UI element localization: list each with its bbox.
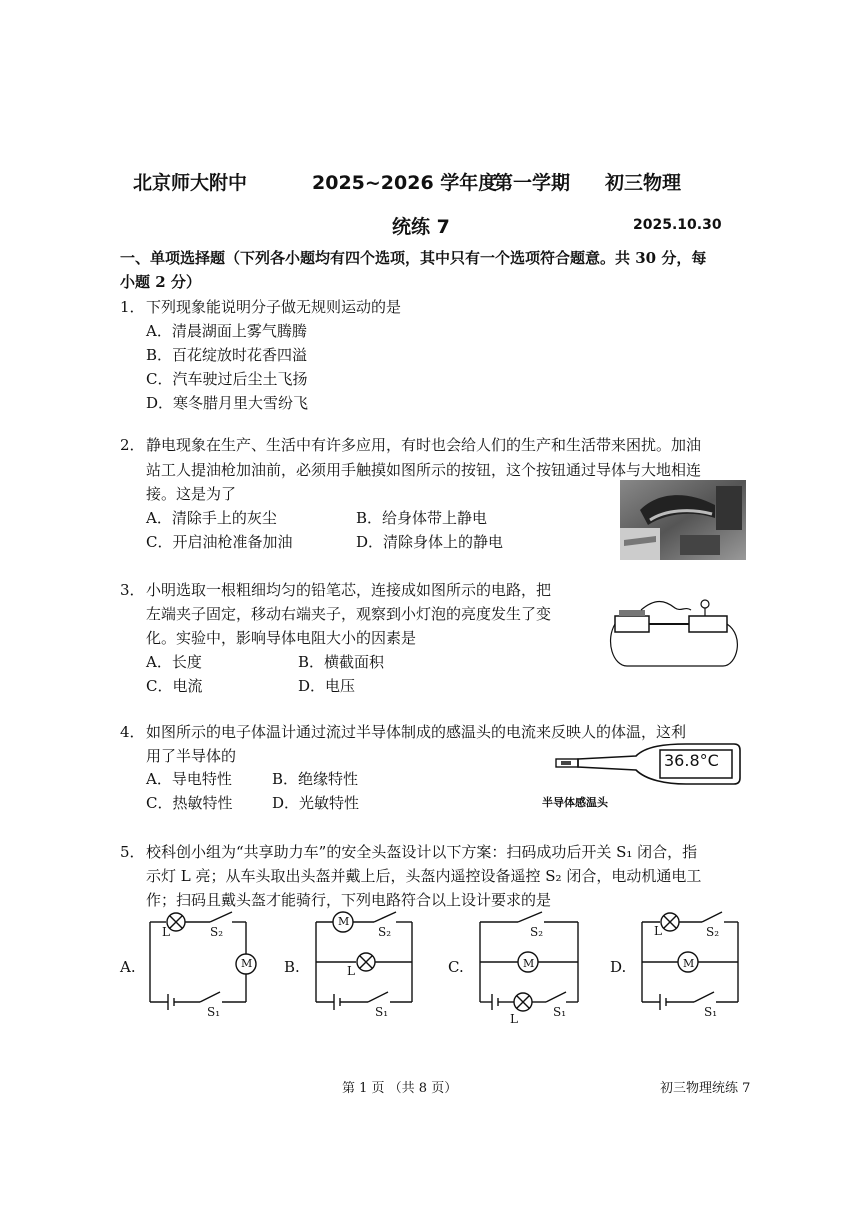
question-stem-line: 用了半导体的 bbox=[146, 747, 237, 765]
question-stem-line: 示灯 L 亮；从车头取出头盔并戴上后，头盔内遥控设备遥控 S₂ 闭合，电动机通电工 bbox=[146, 867, 702, 885]
option-b[interactable]: B. bbox=[284, 958, 300, 976]
school-year: 2025~2026 学年度 bbox=[312, 172, 498, 194]
option-a[interactable]: A. bbox=[120, 958, 136, 976]
section-title: 一、单项选择题（下列各小题均有四个选项，其中只有一个选项符合题意。共 30 分，每 bbox=[120, 249, 707, 267]
option-d[interactable]: D．电压 bbox=[298, 677, 356, 695]
option-d[interactable]: D．清除身体上的静电 bbox=[356, 533, 504, 551]
switch-s2-label: S₂ bbox=[706, 925, 720, 939]
switch-s1-label: S₁ bbox=[553, 1005, 567, 1019]
question-number: 3． bbox=[120, 581, 145, 599]
option-b[interactable]: B．绝缘特性 bbox=[272, 770, 359, 788]
motor-label: M bbox=[338, 915, 350, 928]
lamp-label: L bbox=[510, 1012, 518, 1026]
figure-caption: 半导体感温头 bbox=[542, 796, 608, 809]
option-b[interactable]: B．百花绽放时花香四溢 bbox=[146, 346, 308, 364]
option-b[interactable]: B．横截面积 bbox=[298, 653, 385, 671]
option-c[interactable]: C．电流 bbox=[146, 677, 203, 695]
motor-label: M bbox=[523, 957, 535, 970]
term: 第一学期 bbox=[494, 172, 571, 194]
exam-title: 统练 7 bbox=[392, 216, 450, 238]
question-number: 5． bbox=[120, 843, 145, 861]
option-d[interactable]: D. bbox=[610, 958, 627, 976]
question-stem: 小明选取一根粗细均匀的铅笔芯，连接成如图所示的电路，把 bbox=[146, 581, 552, 599]
motor-label: M bbox=[683, 957, 695, 970]
question-stem-line: 接。这是为了 bbox=[146, 485, 237, 503]
question-stem: 静电现象在生产、生活中有许多应用，有时也会给人们的生产和生活带来困扰。加油 bbox=[146, 436, 702, 454]
switch-s1-label: S₁ bbox=[704, 1005, 718, 1019]
motor-label: M bbox=[241, 957, 253, 970]
question-number: 2． bbox=[120, 436, 145, 454]
switch-s2-label: S₂ bbox=[378, 925, 392, 939]
option-b[interactable]: B．给身体带上静电 bbox=[356, 509, 488, 527]
gas-station-button-photo bbox=[620, 480, 746, 560]
option-a[interactable]: A．长度 bbox=[146, 653, 202, 671]
lamp-label: L bbox=[347, 964, 355, 978]
question-stem: 校科创小组为“共享助力车”的安全头盔设计以下方案：扫码成功后开关 S₁ 闭合，指 bbox=[146, 843, 698, 861]
lamp-label: L bbox=[654, 924, 662, 938]
exam-date: 2025.10.30 bbox=[633, 217, 722, 233]
option-d[interactable]: D．寒冬腊月里大雪纷飞 bbox=[146, 394, 309, 412]
option-c[interactable]: C．开启油枪准备加油 bbox=[146, 533, 293, 551]
question-number: 4． bbox=[120, 723, 145, 741]
question-stem-line: 左端夹子固定，移动右端夹子，观察到小灯泡的亮度发生了变 bbox=[146, 605, 552, 623]
question-stem: 下列现象能说明分子做无规则运动的是 bbox=[146, 298, 402, 316]
school-name: 北京师大附中 bbox=[133, 172, 248, 194]
option-d[interactable]: D．光敏特性 bbox=[272, 794, 360, 812]
thermometer-reading: 36.8°C bbox=[664, 751, 719, 770]
option-a[interactable]: A．导电特性 bbox=[146, 770, 232, 788]
switch-s1-label: S₁ bbox=[375, 1005, 389, 1019]
option-c[interactable]: C．热敏特性 bbox=[146, 794, 233, 812]
circuit-diagram-b bbox=[314, 912, 416, 1008]
footer-title: 初三物理统练 7 bbox=[660, 1081, 751, 1096]
question-stem: 如图所示的电子体温计通过流过半导体制成的感温头的电流来反映人的体温，这利 bbox=[146, 723, 687, 741]
switch-s1-label: S₁ bbox=[207, 1005, 221, 1019]
option-a[interactable]: A．清除手上的灰尘 bbox=[146, 509, 277, 527]
switch-s2-label: S₂ bbox=[530, 925, 544, 939]
page-number: 第 1 页 （共 8 页） bbox=[342, 1081, 458, 1096]
question-stem-line: 站工人提油枪加油前，必须用手触摸如图所示的按钮，这个按钮通过导体与大地相连 bbox=[146, 461, 702, 479]
switch-s2-label: S₂ bbox=[210, 925, 224, 939]
option-a[interactable]: A．清晨湖面上雾气腾腾 bbox=[146, 322, 307, 340]
option-c[interactable]: C. bbox=[448, 958, 464, 976]
lamp-label: L bbox=[162, 925, 170, 939]
question-number: 1． bbox=[120, 298, 145, 316]
option-c[interactable]: C．汽车驶过后尘土飞扬 bbox=[146, 370, 308, 388]
question-stem-line: 化。实验中，影响导体电阻大小的因素是 bbox=[146, 629, 417, 647]
section-title-cont: 小题 2 分） bbox=[120, 273, 201, 291]
pencil-lead-circuit-figure bbox=[605, 596, 750, 674]
question-stem-line: 作；扫码且戴头盔才能骑行，下列电路符合以上设计要求的是 bbox=[146, 891, 552, 909]
subject: 初三物理 bbox=[605, 172, 682, 194]
